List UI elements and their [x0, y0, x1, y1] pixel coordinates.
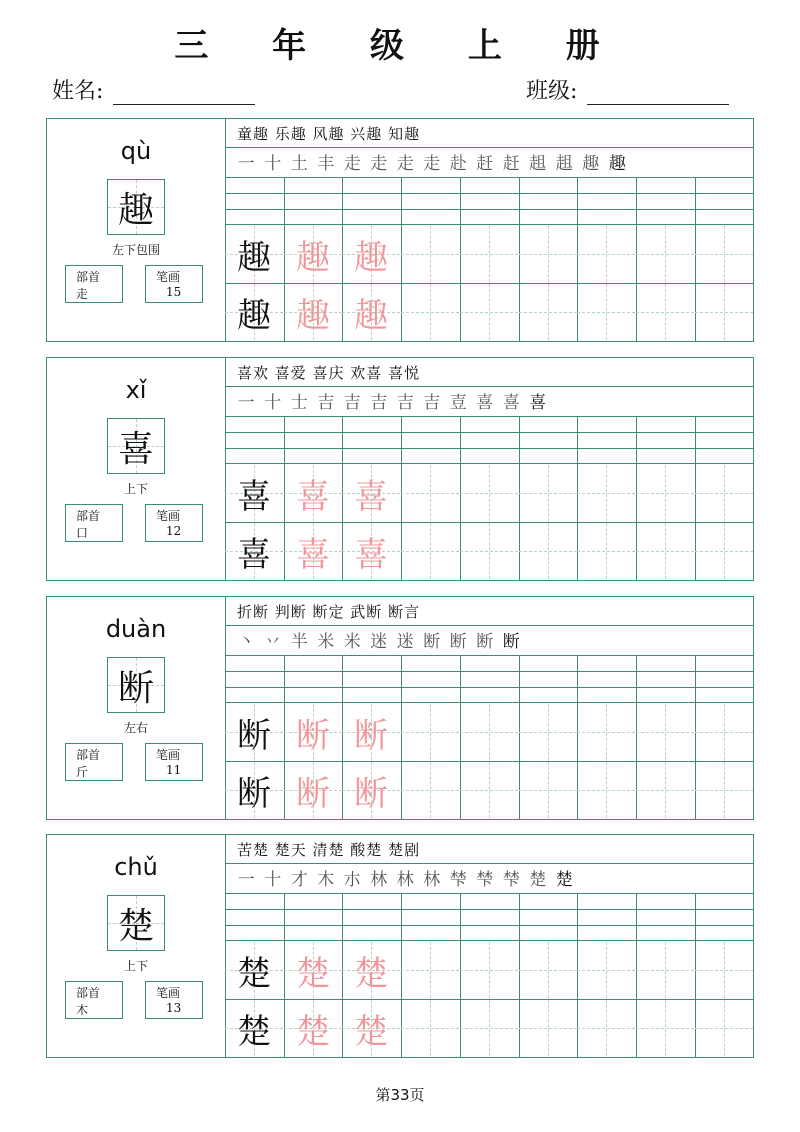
- char-info-panel: [47, 597, 226, 819]
- word-list: 童趣 乐趣 风趣 兴趣 知趣: [237, 125, 421, 143]
- stroke-step: 丷: [264, 632, 282, 652]
- radical-label: 部首: [76, 986, 101, 1000]
- stroke-step: 走: [343, 154, 361, 174]
- trace-char: 断: [296, 715, 330, 756]
- stroke-step: 喜: [502, 393, 520, 413]
- trace-char: 断: [354, 715, 388, 756]
- practice-cell[interactable]: [695, 762, 753, 818]
- practice-cell[interactable]: [401, 942, 459, 998]
- practice-cell[interactable]: [460, 523, 518, 579]
- practice-cell[interactable]: [460, 704, 518, 760]
- trace-char: 楚: [296, 1011, 330, 1052]
- stroke-step: 赴: [449, 154, 467, 174]
- stroke-step: 走: [423, 154, 441, 174]
- stroke-step: 赶: [476, 154, 494, 174]
- stroke-step: 丶: [237, 632, 255, 652]
- stroke-step: 迷: [396, 632, 414, 652]
- practice-cell[interactable]: [695, 1000, 753, 1056]
- stroke-step: 吉: [317, 393, 335, 413]
- stroke-step: 梺: [476, 870, 494, 890]
- practice-cell[interactable]: [519, 284, 577, 340]
- stroke-sequence: [233, 627, 525, 652]
- strokes-label: 笔画: [156, 748, 181, 762]
- radical-box: [65, 504, 123, 542]
- char-display-box: [107, 418, 165, 474]
- practice-area: [225, 835, 753, 1057]
- trace-char: 楚: [296, 953, 330, 994]
- practice-cell[interactable]: [460, 942, 518, 998]
- class-field[interactable]: [526, 74, 729, 105]
- model-char: 断: [237, 773, 271, 814]
- character-card: [46, 357, 754, 581]
- practice-area: [225, 597, 753, 819]
- stroke-step: 迷: [370, 632, 388, 652]
- practice-cell[interactable]: [695, 465, 753, 521]
- char-info-panel: [47, 119, 226, 341]
- stroke-step: 断: [423, 632, 441, 652]
- stroke-step: 吉: [396, 393, 414, 413]
- stroke-count: 13: [166, 1001, 182, 1015]
- stroke-step: 木: [317, 870, 335, 890]
- stroke-step: 走: [370, 154, 388, 174]
- radical-value: 木: [76, 1003, 89, 1017]
- practice-area: [225, 119, 753, 341]
- char-display: 楚: [117, 905, 154, 947]
- stroke-step: 林: [423, 870, 441, 890]
- radical-label: 部首: [76, 270, 101, 284]
- trace-char: 楚: [354, 953, 388, 994]
- practice-cell[interactable]: [636, 762, 694, 818]
- stroke-step: 十: [264, 870, 282, 890]
- radical-value: 斤: [76, 765, 89, 779]
- stroke-count: 15: [166, 285, 182, 299]
- trace-char: 趣: [296, 237, 330, 278]
- stroke-step: 林: [370, 870, 388, 890]
- structure-label: 上下: [123, 482, 148, 496]
- model-char: 断: [237, 715, 271, 756]
- practice-cell[interactable]: [577, 284, 635, 340]
- model-char: 趣: [237, 295, 271, 336]
- stroke-step: 士: [290, 393, 308, 413]
- stroke-step: 米: [343, 632, 361, 652]
- structure-label: 上下: [123, 959, 148, 973]
- stroke-step: 林: [396, 870, 414, 890]
- word-list: 喜欢 喜爱 喜庆 欢喜 喜悦: [237, 364, 421, 382]
- practice-cell[interactable]: [401, 465, 459, 521]
- stroke-step: 十: [264, 154, 282, 174]
- trace-char: 喜: [296, 534, 330, 575]
- class-label: 班级:: [526, 79, 578, 104]
- pinyin: chǔ: [114, 853, 158, 881]
- stroke-step: 断: [502, 632, 520, 652]
- practice-cell[interactable]: [401, 762, 459, 818]
- stroke-count-box: [145, 265, 203, 303]
- pinyin: qù: [120, 137, 152, 165]
- practice-cell[interactable]: [519, 226, 577, 282]
- stroke-step: 梺: [502, 870, 520, 890]
- stroke-step: 米: [317, 632, 335, 652]
- radical-label: 部首: [76, 748, 101, 762]
- char-display: 断: [117, 667, 154, 709]
- practice-cell[interactable]: [401, 1000, 459, 1056]
- practice-cell[interactable]: [636, 942, 694, 998]
- stroke-step: 才: [290, 870, 308, 890]
- practice-cell[interactable]: [695, 523, 753, 579]
- stroke-step: 喜: [529, 393, 547, 413]
- stroke-step: 趄: [529, 154, 547, 174]
- trace-char: 喜: [354, 476, 388, 517]
- model-char: 趣: [237, 237, 271, 278]
- stroke-step: 一: [237, 154, 255, 174]
- practice-cell[interactable]: [460, 762, 518, 818]
- char-info-panel: [47, 358, 226, 580]
- stroke-step: 朩: [343, 870, 361, 890]
- radical-box: [65, 743, 123, 781]
- stroke-step: 土: [290, 154, 308, 174]
- stroke-step: 梺: [449, 870, 467, 890]
- practice-cell[interactable]: [636, 226, 694, 282]
- practice-cell[interactable]: [695, 284, 753, 340]
- structure-label: 左下包围: [111, 243, 160, 257]
- practice-cell[interactable]: [519, 942, 577, 998]
- char-display-box: [107, 657, 165, 713]
- practice-cell[interactable]: [636, 284, 694, 340]
- word-list: 苦楚 楚天 清楚 酸楚 楚剧: [237, 841, 421, 859]
- radical-box: [65, 265, 123, 303]
- stroke-step: 喜: [476, 393, 494, 413]
- stroke-count-box: [145, 504, 203, 542]
- char-display: 趣: [117, 189, 154, 231]
- stroke-step: 趣: [582, 154, 600, 174]
- practice-cell[interactable]: [519, 762, 577, 818]
- stroke-step: 吉: [423, 393, 441, 413]
- practice-cell[interactable]: [519, 1000, 577, 1056]
- stroke-step: 十: [264, 393, 282, 413]
- pinyin: xǐ: [125, 376, 147, 404]
- practice-cell[interactable]: [401, 523, 459, 579]
- trace-char: 喜: [296, 476, 330, 517]
- radical-value: 走: [76, 287, 89, 301]
- page-number: 第33页: [375, 1086, 425, 1104]
- stroke-sequence: [233, 149, 631, 174]
- practice-area: [225, 358, 753, 580]
- stroke-count-box: [145, 981, 203, 1019]
- trace-char: 喜: [354, 534, 388, 575]
- stroke-count-box: [145, 743, 203, 781]
- trace-char: 断: [296, 773, 330, 814]
- model-char: 楚: [237, 1011, 271, 1052]
- practice-cell[interactable]: [519, 465, 577, 521]
- pinyin: duàn: [105, 615, 167, 643]
- page-title: 三 年 级 上 册: [174, 26, 626, 66]
- practice-cell[interactable]: [401, 284, 459, 340]
- practice-cell[interactable]: [577, 942, 635, 998]
- model-char: 喜: [237, 476, 271, 517]
- practice-cell[interactable]: [577, 465, 635, 521]
- name-blank[interactable]: [113, 82, 255, 105]
- practice-cell[interactable]: [636, 465, 694, 521]
- stroke-step: 楚: [555, 870, 573, 890]
- trace-char: 趣: [354, 295, 388, 336]
- practice-cell[interactable]: [577, 762, 635, 818]
- stroke-step: 断: [449, 632, 467, 652]
- practice-cell[interactable]: [460, 1000, 518, 1056]
- stroke-step: 走: [396, 154, 414, 174]
- practice-cell[interactable]: [695, 226, 753, 282]
- stroke-sequence: [233, 388, 551, 413]
- practice-cell[interactable]: [401, 704, 459, 760]
- practice-cell[interactable]: [577, 523, 635, 579]
- practice-cell[interactable]: [401, 226, 459, 282]
- stroke-step: 趄: [555, 154, 573, 174]
- practice-cell[interactable]: [460, 465, 518, 521]
- practice-cell[interactable]: [695, 942, 753, 998]
- character-card: [46, 118, 754, 342]
- stroke-step: 壴: [449, 393, 467, 413]
- structure-label: 左右: [123, 721, 148, 735]
- practice-cell[interactable]: [636, 523, 694, 579]
- practice-cell[interactable]: [577, 1000, 635, 1056]
- strokes-label: 笔画: [156, 509, 181, 523]
- character-card: [46, 834, 754, 1058]
- char-display-box: [107, 895, 165, 951]
- practice-cell[interactable]: [460, 226, 518, 282]
- stroke-step: 半: [290, 632, 308, 652]
- radical-box: [65, 981, 123, 1019]
- stroke-step: 一: [237, 393, 255, 413]
- stroke-step: 趣: [608, 154, 626, 174]
- stroke-step: 吉: [343, 393, 361, 413]
- trace-char: 趣: [296, 295, 330, 336]
- practice-cell[interactable]: [519, 523, 577, 579]
- char-info-panel: [47, 835, 226, 1057]
- stroke-count: 12: [166, 524, 182, 538]
- stroke-step: 吉: [370, 393, 388, 413]
- radical-label: 部首: [76, 509, 101, 523]
- strokes-label: 笔画: [156, 270, 181, 284]
- practice-cell[interactable]: [636, 1000, 694, 1056]
- name-label: 姓名:: [52, 79, 104, 104]
- stroke-step: 楚: [529, 870, 547, 890]
- stroke-step: 断: [476, 632, 494, 652]
- practice-cell[interactable]: [519, 704, 577, 760]
- practice-cell[interactable]: [460, 284, 518, 340]
- trace-char: 断: [354, 773, 388, 814]
- trace-char: 趣: [354, 237, 388, 278]
- stroke-step: 丰: [317, 154, 335, 174]
- practice-cell[interactable]: [577, 226, 635, 282]
- model-char: 喜: [237, 534, 271, 575]
- stroke-sequence: [233, 865, 578, 890]
- practice-cell[interactable]: [636, 704, 694, 760]
- word-list: 折断 判断 断定 武断 断言: [237, 603, 421, 621]
- practice-cell[interactable]: [577, 704, 635, 760]
- stroke-count: 11: [166, 763, 182, 777]
- char-display-box: [107, 179, 165, 235]
- model-char: 楚: [237, 953, 271, 994]
- trace-char: 楚: [354, 1011, 388, 1052]
- stroke-step: 赶: [502, 154, 520, 174]
- class-blank[interactable]: [587, 82, 729, 105]
- stroke-step: 一: [237, 870, 255, 890]
- strokes-label: 笔画: [156, 986, 181, 1000]
- practice-cell[interactable]: [695, 704, 753, 760]
- character-card: [46, 596, 754, 820]
- radical-value: 口: [76, 526, 89, 540]
- name-field[interactable]: [52, 74, 255, 105]
- char-display: 喜: [117, 428, 154, 470]
